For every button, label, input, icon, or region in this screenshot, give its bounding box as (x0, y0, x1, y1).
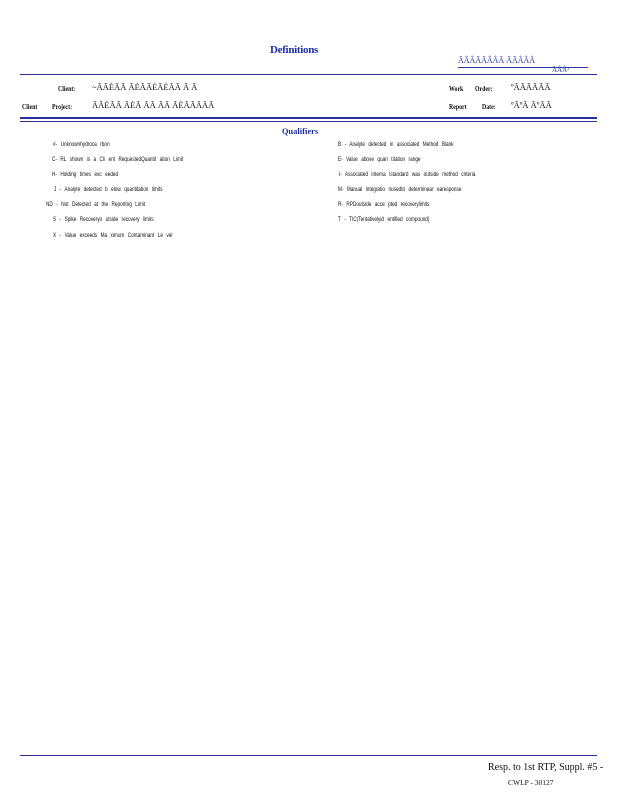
page-title: Definitions (269, 44, 319, 56)
qualifier-left-2: C- RL shown is a Cli ent RequestedQuantit ation Limit (52, 156, 184, 163)
qualifier-left-5: ND - Not Detected at the Reporting Limit (46, 201, 146, 208)
qualifier-right-1: B - Analyte detected in associated Method Blank (338, 141, 454, 148)
qualifier-left-4: J - Analyte detected b elow quantitation limits (54, 186, 163, 193)
order-label: Order: (475, 84, 493, 93)
qualifier-right-4: M- Manual integratio nusedto determinear earesponse (338, 186, 462, 193)
qualifier-right-5: R- RPDoutside acce pted recoverylimits (338, 201, 430, 208)
qualifier-left-7: X - Value exceeds Ma ximum Contaminant Le vel (53, 232, 173, 239)
header-rule-bottom (20, 117, 597, 119)
project-label: Project: (52, 102, 73, 111)
header-garbled-text: ÃÂÂÃÃÂÂÃ ÃÃÂÂÂ (458, 56, 536, 65)
client-label: Client: (58, 84, 76, 93)
client-prefix: Client (22, 102, 38, 111)
qualifiers-title: Qualifiers (281, 126, 319, 136)
footer-line-2: CWLP - 30127 (508, 778, 554, 787)
date-label: Date: (482, 102, 496, 111)
qualifier-right-2: E- Value above quan titation range (338, 156, 421, 163)
footer-rule (20, 755, 597, 756)
qualifier-right-6: T - TIC(Tentativelyid entified compound) (338, 216, 430, 223)
work-order-value: ºÃÃÃÃÃÃ (511, 82, 551, 92)
qualifier-right-3: I- Associated interna lstandard was outside method criteria (339, 171, 476, 178)
header-rule-bottom-2 (20, 121, 597, 122)
qualifier-left-1: #- Unknownhydroca rbon (53, 141, 110, 148)
header-rule-top (20, 74, 597, 75)
project-value: ÃÂÈÃÃ ÃÈÃ ÃÃ ÃÃ ÃÈÃÃÃÃÃ (92, 100, 215, 110)
report-label: Report (449, 102, 467, 111)
header-garbled-text-2: ÃÂÂ¹ (552, 66, 570, 74)
report-date-value: ºÃºÃ ÃºÃÃ (511, 100, 552, 110)
qualifier-left-3: H- Holding times exc eeded (52, 171, 119, 178)
client-value: ~ÃÃÈÃÃ ÃÈÃÃÈÃÈÃÃ Ã Ã (92, 82, 198, 92)
footer-line-1: Resp. to 1st RTP, Suppl. #5 - (488, 762, 604, 773)
header-underline (458, 67, 588, 68)
work-label: Work (449, 84, 464, 93)
qualifier-left-6: S - Spike Recoveryo utside recovery limits (53, 216, 154, 223)
